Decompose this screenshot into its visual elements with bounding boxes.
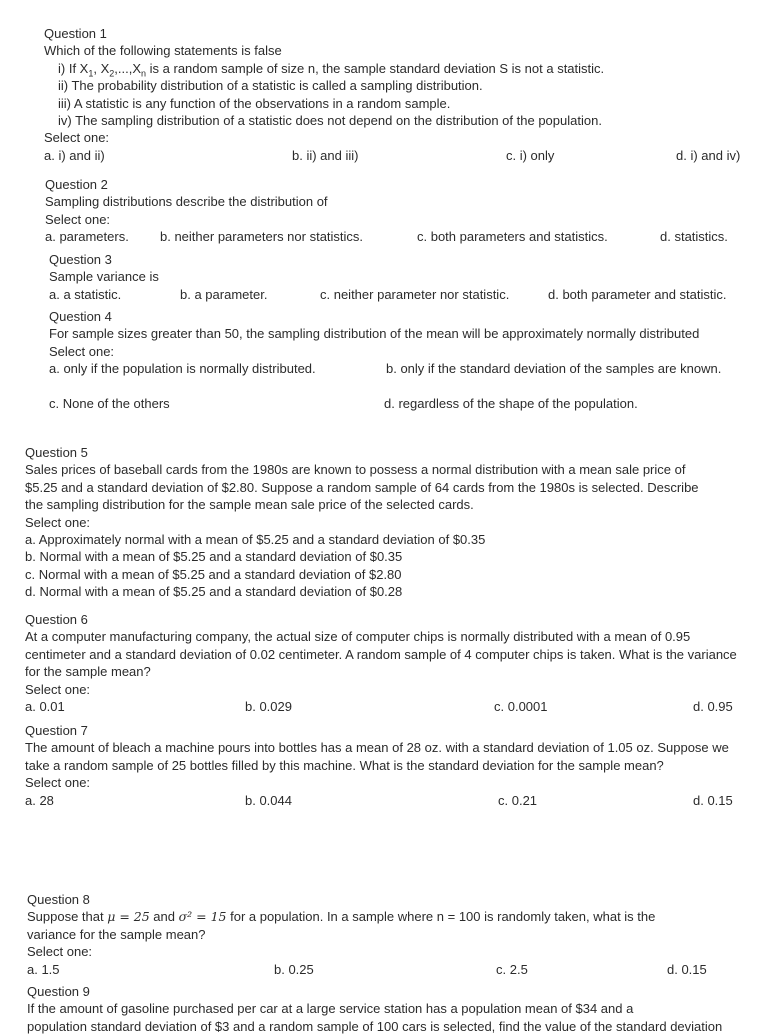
option-a[interactable]: a. a statistic. xyxy=(49,286,122,302)
question-prompt-continued: population standard deviation of $3 and a random sample of 100 cars is selected, find the value of the standard deviation xyxy=(27,1018,723,1034)
question-title: Question 5 xyxy=(25,445,88,460)
select-one-label: Select one: xyxy=(25,775,91,791)
select-one-label: Select one: xyxy=(45,211,111,227)
option-a[interactable]: a. i) and ii) xyxy=(44,147,105,163)
option-a[interactable]: a. 28 xyxy=(25,792,54,808)
select-one-label: Select one: xyxy=(25,514,91,530)
question-2 xyxy=(45,176,757,246)
option-d[interactable]: d. both parameter and statistic. xyxy=(548,286,727,302)
question-8 xyxy=(27,891,742,978)
question-prompt: Sample variance is xyxy=(49,269,159,285)
option-d[interactable]: d. 0.15 xyxy=(693,792,733,808)
option-d[interactable]: d. statistics. xyxy=(660,229,728,245)
option-b[interactable]: b. 0.25 xyxy=(274,961,314,977)
question-9 xyxy=(27,983,757,1035)
option-d[interactable]: d. 0.95 xyxy=(693,699,733,715)
question-title: Question 8 xyxy=(27,892,90,907)
option-a[interactable]: a. 1.5 xyxy=(27,961,60,977)
select-one-label: Select one: xyxy=(49,343,115,359)
question-prompt: Suppose that μ = 25 and σ² = 15 for a population. In a sample where n = 100 is randomly taken, what is the xyxy=(27,909,656,925)
question-prompt: The amount of bleach a machine pours into bottles has a mean of 28 oz. with a standard deviation of 1.05 oz. Suppose we take a random sample of 25 bottles filled by this machine. What is the standard deviation for the sample mean? xyxy=(25,740,729,773)
question-title: Question 9 xyxy=(27,984,90,999)
option-a[interactable]: a. parameters. xyxy=(45,229,129,245)
question-prompt: For sample sizes greater than 50, the sampling distribution of the mean will be approximately normally distributed xyxy=(49,326,700,342)
mu-expression: μ = 25 xyxy=(107,909,150,925)
statement-i: i) If $X_1$, $X_2,...,X_n$ is a random sample of size n, the sample standard deviation S is not a statistic. xyxy=(58,60,605,79)
statement-iii: iii) A statistic is any function of the observations in a random sample. xyxy=(58,95,451,111)
question-6 xyxy=(25,611,740,715)
question-5 xyxy=(25,444,715,601)
answer-options-row-1 xyxy=(49,360,722,395)
option-c[interactable]: c. Normal with a mean of $5.25 and a standard deviation of $2.80 xyxy=(25,566,402,582)
question-title: Question 4 xyxy=(49,309,112,324)
option-c[interactable]: c. 2.5 xyxy=(496,961,528,977)
question-title: Question 7 xyxy=(25,723,88,738)
option-a[interactable]: a. Approximately normal with a mean of $5.25 and a standard deviation of $0.35 xyxy=(25,532,486,548)
option-c[interactable]: c. 0.0001 xyxy=(494,699,548,715)
question-7 xyxy=(25,722,740,809)
select-one-label: Select one: xyxy=(44,130,110,146)
option-d[interactable]: d. 0.15 xyxy=(667,961,707,977)
option-d[interactable]: d. i) and iv) xyxy=(676,147,741,163)
question-1 xyxy=(44,25,756,164)
option-c[interactable]: c. both parameters and statistics. xyxy=(417,229,608,245)
option-b[interactable]: b. neither parameters nor statistics. xyxy=(160,229,364,245)
option-c[interactable]: c. 0.21 xyxy=(498,792,538,808)
answer-options xyxy=(44,147,756,164)
option-b[interactable]: b. ii) and iii) xyxy=(292,147,359,163)
option-c[interactable]: c. i) only xyxy=(506,147,555,163)
question-prompt: Sales prices of baseball cards from the 1980s are known to possess a normal distribution with a mean sale price of $5.25 and a standard deviation of $2.80. Suppose a random sample of 64 cards from the 1980s is selected. Describe the sampling distribution for the sample mean sale price of the selected cards. xyxy=(25,462,699,513)
answer-options xyxy=(49,286,757,303)
answer-options xyxy=(25,698,740,715)
option-c[interactable]: c. neither parameter nor statistic. xyxy=(320,286,510,302)
select-one-label: Select one: xyxy=(27,944,93,960)
statement-iv: iv) The sampling distribution of a statistic does not depend on the distribution of the population. xyxy=(58,113,602,129)
option-d[interactable]: d. regardless of the shape of the population. xyxy=(384,396,638,412)
question-4 xyxy=(49,308,722,413)
question-3 xyxy=(49,251,757,303)
option-d[interactable]: d. Normal with a mean of $5.25 and a standard deviation of $0.28 xyxy=(25,584,403,600)
answer-options xyxy=(45,228,757,245)
question-title: Question 3 xyxy=(49,252,112,267)
question-prompt-continued: variance for the sample mean? xyxy=(27,926,206,942)
select-one-label: Select one: xyxy=(25,681,91,697)
option-b[interactable]: b. a parameter. xyxy=(180,286,268,302)
option-b[interactable]: b. only if the standard deviation of the samples are known. xyxy=(386,361,722,377)
question-title: Question 1 xyxy=(44,26,107,41)
option-b[interactable]: b. 0.029 xyxy=(245,699,292,715)
question-prompt: Sampling distributions describe the distribution of xyxy=(45,194,328,210)
sigma-squared-expression: σ² = 15 xyxy=(178,909,227,925)
question-prompt: If the amount of gasoline purchased per car at a large service station has a population mean of $34 and a xyxy=(27,1001,634,1017)
option-a[interactable]: a. 0.01 xyxy=(25,699,65,715)
option-b[interactable]: b. Normal with a mean of $5.25 and a standard deviation of $0.35 xyxy=(25,549,403,565)
option-c[interactable]: c. None of the others xyxy=(49,396,170,412)
answer-options xyxy=(27,961,742,978)
option-b[interactable]: b. 0.044 xyxy=(245,792,292,808)
question-title: Question 2 xyxy=(45,177,108,192)
statement-ii: ii) The probability distribution of a statistic is called a sampling distribution. xyxy=(58,78,483,94)
question-prompt: At a computer manufacturing company, the actual size of computer chips is normally distributed with a mean of 0.95 centimeter and a standard deviation of 0.02 centimeter. A random sample of 4 computer chips is taken. What is the variance for the sample mean? xyxy=(25,629,737,680)
option-a[interactable]: a. only if the population is normally distributed. xyxy=(49,361,316,377)
question-title: Question 6 xyxy=(25,612,88,627)
question-prompt: Which of the following statements is false xyxy=(44,43,282,59)
answer-options xyxy=(25,792,740,809)
answer-options-row-2 xyxy=(49,395,714,412)
